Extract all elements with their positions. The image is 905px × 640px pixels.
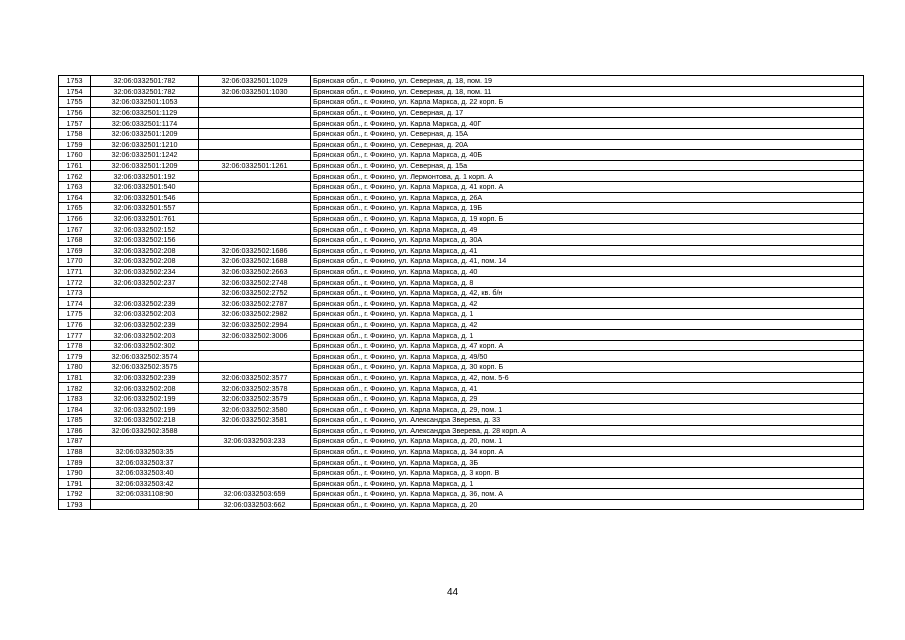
cadastral-number-cell: 32:06:0332502:203 (91, 309, 199, 320)
table-row (59, 415, 864, 426)
address-cell: Брянская обл., г. Фокино, ул. Карла Маркса, д. 3 корп. В (311, 467, 864, 478)
table-row (59, 478, 864, 489)
cadastral-number-cell: 32:06:0332502:237 (91, 277, 199, 288)
premises-cadastral-number-cell: 32:06:0332502:3581 (199, 415, 311, 426)
row-number-cell: 1762 (59, 171, 91, 182)
address-cell: Брянская обл., г. Фокино, ул. Александра Зверева, д. 33 (311, 415, 864, 426)
row-number-cell: 1761 (59, 160, 91, 171)
premises-cadastral-number-cell: 32:06:0332502:2752 (199, 287, 311, 298)
cadastral-number-cell: 32:06:0332501:540 (91, 181, 199, 192)
premises-cadastral-number-cell: 32:06:0332503:233 (199, 436, 311, 447)
row-number-cell: 1756 (59, 107, 91, 118)
row-number-cell: 1778 (59, 340, 91, 351)
row-number-cell: 1760 (59, 150, 91, 161)
address-cell: Брянская обл., г. Фокино, ул. Северная, д. 18, пом. 11 (311, 86, 864, 97)
premises-cadastral-number-cell (199, 224, 311, 235)
row-number-cell: 1764 (59, 192, 91, 203)
registry-table (58, 75, 864, 510)
row-number-cell: 1763 (59, 181, 91, 192)
table-row (59, 266, 864, 277)
cadastral-number-cell (91, 287, 199, 298)
address-cell: Брянская обл., г. Фокино, ул. Карла Маркса, д. 1 (311, 309, 864, 320)
cadastral-number-cell: 32:06:0331108:90 (91, 489, 199, 500)
cadastral-number-cell: 32:06:0332503:40 (91, 467, 199, 478)
address-cell: Брянская обл., г. Фокино, ул. Северная, д. 18, пом. 19 (311, 76, 864, 87)
cadastral-number-cell (91, 436, 199, 447)
address-cell: Брянская обл., г. Фокино, ул. Карла Маркса, д. 34 корп. А (311, 446, 864, 457)
premises-cadastral-number-cell: 32:06:0332502:3577 (199, 372, 311, 383)
premises-cadastral-number-cell: 32:06:0332502:2748 (199, 277, 311, 288)
table-row (59, 97, 864, 108)
premises-cadastral-number-cell (199, 213, 311, 224)
cadastral-number-cell: 32:06:0332502:199 (91, 404, 199, 415)
cadastral-number-cell: 32:06:0332501:1053 (91, 97, 199, 108)
cadastral-number-cell: 32:06:0332502:203 (91, 330, 199, 341)
row-number-cell: 1793 (59, 499, 91, 510)
row-number-cell: 1753 (59, 76, 91, 87)
address-cell: Брянская обл., г. Фокино, ул. Карла Маркса, д. 22 корп. Б (311, 97, 864, 108)
table-row (59, 362, 864, 373)
table-row (59, 499, 864, 510)
table-row (59, 181, 864, 192)
premises-cadastral-number-cell (199, 362, 311, 373)
row-number-cell: 1782 (59, 383, 91, 394)
premises-cadastral-number-cell (199, 203, 311, 214)
row-number-cell: 1790 (59, 467, 91, 478)
premises-cadastral-number-cell (199, 97, 311, 108)
cadastral-number-cell: 32:06:0332501:1210 (91, 139, 199, 150)
row-number-cell: 1765 (59, 203, 91, 214)
row-number-cell: 1786 (59, 425, 91, 436)
table-row (59, 160, 864, 171)
row-number-cell: 1781 (59, 372, 91, 383)
row-number-cell: 1772 (59, 277, 91, 288)
address-cell: Брянская обл., г. Фокино, ул. Северная, д. 17 (311, 107, 864, 118)
cadastral-number-cell: 32:06:0332502:302 (91, 340, 199, 351)
table-row (59, 457, 864, 468)
cadastral-number-cell: 32:06:0332502:234 (91, 266, 199, 277)
cadastral-number-cell: 32:06:0332502:199 (91, 393, 199, 404)
table-row (59, 118, 864, 129)
premises-cadastral-number-cell: 32:06:0332502:2994 (199, 319, 311, 330)
row-number-cell: 1758 (59, 128, 91, 139)
address-cell: Брянская обл., г. Фокино, ул. Северная, д. 15А (311, 128, 864, 139)
row-number-cell: 1777 (59, 330, 91, 341)
table-row (59, 330, 864, 341)
table-row (59, 256, 864, 267)
premises-cadastral-number-cell: 32:06:0332503:659 (199, 489, 311, 500)
table-row (59, 171, 864, 182)
address-cell: Брянская обл., г. Фокино, ул. Карла Маркса, д. 41 (311, 245, 864, 256)
cadastral-number-cell: 32:06:0332503:37 (91, 457, 199, 468)
premises-cadastral-number-cell (199, 234, 311, 245)
premises-cadastral-number-cell (199, 340, 311, 351)
address-cell: Брянская обл., г. Фокино, ул. Карла Маркса, д. 41 корп. А (311, 181, 864, 192)
premises-cadastral-number-cell (199, 139, 311, 150)
premises-cadastral-number-cell (199, 107, 311, 118)
table-row (59, 404, 864, 415)
address-cell: Брянская обл., г. Фокино, ул. Карла Маркса, д. 3Б (311, 457, 864, 468)
table-row (59, 277, 864, 288)
cadastral-number-cell: 32:06:0332501:546 (91, 192, 199, 203)
row-number-cell: 1787 (59, 436, 91, 447)
row-number-cell: 1767 (59, 224, 91, 235)
page-number: 44 (446, 587, 459, 598)
address-cell: Брянская обл., г. Фокино, ул. Карла Маркса, д. 26А (311, 192, 864, 203)
cadastral-number-cell: 32:06:0332503:35 (91, 446, 199, 457)
address-cell: Брянская обл., г. Фокино, ул. Карла Маркса, д. 1 (311, 330, 864, 341)
table-row (59, 319, 864, 330)
premises-cadastral-number-cell: 32:06:0332502:3578 (199, 383, 311, 394)
cadastral-number-cell: 32:06:0332501:1242 (91, 150, 199, 161)
premises-cadastral-number-cell: 32:06:0332503:662 (199, 499, 311, 510)
cadastral-number-cell: 32:06:0332501:192 (91, 171, 199, 182)
premises-cadastral-number-cell (199, 118, 311, 129)
premises-cadastral-number-cell: 32:06:0332502:2787 (199, 298, 311, 309)
cadastral-number-cell: 32:06:0332502:156 (91, 234, 199, 245)
address-cell: Брянская обл., г. Фокино, ул. Карла Маркса, д. 41 (311, 383, 864, 394)
row-number-cell: 1769 (59, 245, 91, 256)
premises-cadastral-number-cell: 32:06:0332502:1686 (199, 245, 311, 256)
row-number-cell: 1789 (59, 457, 91, 468)
row-number-cell: 1770 (59, 256, 91, 267)
row-number-cell: 1776 (59, 319, 91, 330)
address-cell: Брянская обл., г. Фокино, ул. Карла Маркса, д. 47 корп. А (311, 340, 864, 351)
address-cell: Брянская обл., г. Фокино, ул. Карла Маркса, д. 20 (311, 499, 864, 510)
registry-table-body (59, 76, 864, 510)
cadastral-number-cell: 32:06:0332501:557 (91, 203, 199, 214)
row-number-cell: 1775 (59, 309, 91, 320)
table-row (59, 425, 864, 436)
table-row (59, 340, 864, 351)
table-row (59, 393, 864, 404)
row-number-cell: 1779 (59, 351, 91, 362)
table-row (59, 150, 864, 161)
row-number-cell: 1792 (59, 489, 91, 500)
table-row (59, 234, 864, 245)
premises-cadastral-number-cell (199, 181, 311, 192)
table-row (59, 192, 864, 203)
premises-cadastral-number-cell: 32:06:0332501:1261 (199, 160, 311, 171)
table-row (59, 489, 864, 500)
address-cell: Брянская обл., г. Фокино, ул. Карла Маркса, д. 30А (311, 234, 864, 245)
premises-cadastral-number-cell: 32:06:0332502:2982 (199, 309, 311, 320)
cadastral-number-cell: 32:06:0332502:3575 (91, 362, 199, 373)
address-cell: Брянская обл., г. Фокино, ул. Лермонтова, д. 1 корп. А (311, 171, 864, 182)
row-number-cell: 1754 (59, 86, 91, 97)
address-cell: Брянская обл., г. Фокино, ул. Северная, д. 15а (311, 160, 864, 171)
premises-cadastral-number-cell: 32:06:0332501:1029 (199, 76, 311, 87)
premises-cadastral-number-cell (199, 150, 311, 161)
row-number-cell: 1757 (59, 118, 91, 129)
row-number-cell: 1774 (59, 298, 91, 309)
address-cell: Брянская обл., г. Фокино, ул. Карла Маркса, д. 20, пом. 1 (311, 436, 864, 447)
row-number-cell: 1766 (59, 213, 91, 224)
table-row (59, 224, 864, 235)
cadastral-number-cell: 32:06:0332502:3574 (91, 351, 199, 362)
table-row (59, 76, 864, 87)
row-number-cell: 1768 (59, 234, 91, 245)
premises-cadastral-number-cell (199, 446, 311, 457)
table-row (59, 213, 864, 224)
address-cell: Брянская обл., г. Фокино, ул. Карла Маркса, д. 1 (311, 478, 864, 489)
table-row (59, 309, 864, 320)
table-row (59, 139, 864, 150)
premises-cadastral-number-cell (199, 351, 311, 362)
address-cell: Брянская обл., г. Фокино, ул. Карла Маркса, д. 41, пом. 14 (311, 256, 864, 267)
address-cell: Брянская обл., г. Фокино, ул. Александра Зверева, д. 28 корп. А (311, 425, 864, 436)
cadastral-number-cell: 32:06:0332502:208 (91, 245, 199, 256)
table-row (59, 86, 864, 97)
address-cell: Брянская обл., г. Фокино, ул. Карла Маркса, д. 40Г (311, 118, 864, 129)
cadastral-number-cell: 32:06:0332501:782 (91, 76, 199, 87)
premises-cadastral-number-cell (199, 128, 311, 139)
address-cell: Брянская обл., г. Фокино, ул. Карла Маркса, д. 42, пом. 5-6 (311, 372, 864, 383)
premises-cadastral-number-cell (199, 425, 311, 436)
cadastral-number-cell: 32:06:0332503:42 (91, 478, 199, 489)
cadastral-number-cell: 32:06:0332502:152 (91, 224, 199, 235)
cadastral-number-cell: 32:06:0332501:761 (91, 213, 199, 224)
address-cell: Брянская обл., г. Фокино, ул. Карла Маркса, д. 42 (311, 298, 864, 309)
table-row (59, 298, 864, 309)
row-number-cell: 1783 (59, 393, 91, 404)
address-cell: Брянская обл., г. Фокино, ул. Карла Маркса, д. 49 (311, 224, 864, 235)
premises-cadastral-number-cell: 32:06:0332502:2663 (199, 266, 311, 277)
address-cell: Брянская обл., г. Фокино, ул. Карла Маркса, д. 30 корп. Б (311, 362, 864, 373)
cadastral-number-cell: 32:06:0332502:3588 (91, 425, 199, 436)
premises-cadastral-number-cell: 32:06:0332502:1688 (199, 256, 311, 267)
premises-cadastral-number-cell: 32:06:0332502:3006 (199, 330, 311, 341)
address-cell: Брянская обл., г. Фокино, ул. Карла Маркса, д. 36, пом. А (311, 489, 864, 500)
address-cell: Брянская обл., г. Фокино, ул. Карла Маркса, д. 19 корп. Б (311, 213, 864, 224)
address-cell: Брянская обл., г. Фокино, ул. Карла Маркса, д. 29, пом. 1 (311, 404, 864, 415)
premises-cadastral-number-cell (199, 467, 311, 478)
table-row (59, 467, 864, 478)
table-row (59, 383, 864, 394)
row-number-cell: 1755 (59, 97, 91, 108)
row-number-cell: 1791 (59, 478, 91, 489)
cadastral-number-cell: 32:06:0332502:208 (91, 256, 199, 267)
table-row (59, 203, 864, 214)
table-row (59, 107, 864, 118)
cadastral-number-cell: 32:06:0332501:1129 (91, 107, 199, 118)
cadastral-number-cell: 32:06:0332502:208 (91, 383, 199, 394)
address-cell: Брянская обл., г. Фокино, ул. Карла Маркса, д. 19Б (311, 203, 864, 214)
address-cell: Брянская обл., г. Фокино, ул. Карла Маркса, д. 29 (311, 393, 864, 404)
row-number-cell: 1785 (59, 415, 91, 426)
row-number-cell: 1780 (59, 362, 91, 373)
table-row (59, 436, 864, 447)
premises-cadastral-number-cell (199, 192, 311, 203)
cadastral-number-cell: 32:06:0332501:1209 (91, 160, 199, 171)
row-number-cell: 1773 (59, 287, 91, 298)
table-row (59, 372, 864, 383)
cadastral-number-cell: 32:06:0332502:218 (91, 415, 199, 426)
premises-cadastral-number-cell (199, 171, 311, 182)
address-cell: Брянская обл., г. Фокино, ул. Карла Маркса, д. 8 (311, 277, 864, 288)
table-row (59, 245, 864, 256)
address-cell: Брянская обл., г. Фокино, ул. Карла Маркса, д. 42, кв. б/н (311, 287, 864, 298)
table-row (59, 351, 864, 362)
cadastral-number-cell: 32:06:0332501:1174 (91, 118, 199, 129)
address-cell: Брянская обл., г. Фокино, ул. Карла Маркса, д. 49/50 (311, 351, 864, 362)
row-number-cell: 1771 (59, 266, 91, 277)
table-row (59, 287, 864, 298)
table-row (59, 128, 864, 139)
address-cell: Брянская обл., г. Фокино, ул. Северная, д. 20А (311, 139, 864, 150)
row-number-cell: 1784 (59, 404, 91, 415)
cadastral-number-cell: 32:06:0332501:1209 (91, 128, 199, 139)
table-row (59, 446, 864, 457)
cadastral-number-cell: 32:06:0332502:239 (91, 319, 199, 330)
address-cell: Брянская обл., г. Фокино, ул. Карла Маркса, д. 40 (311, 266, 864, 277)
premises-cadastral-number-cell: 32:06:0332502:3579 (199, 393, 311, 404)
premises-cadastral-number-cell (199, 478, 311, 489)
cadastral-number-cell: 32:06:0332501:782 (91, 86, 199, 97)
cadastral-number-cell: 32:06:0332502:239 (91, 298, 199, 309)
cadastral-number-cell: 32:06:0332502:239 (91, 372, 199, 383)
row-number-cell: 1788 (59, 446, 91, 457)
premises-cadastral-number-cell: 32:06:0332501:1030 (199, 86, 311, 97)
premises-cadastral-number-cell (199, 457, 311, 468)
row-number-cell: 1759 (59, 139, 91, 150)
address-cell: Брянская обл., г. Фокино, ул. Карла Маркса, д. 42 (311, 319, 864, 330)
cadastral-number-cell (91, 499, 199, 510)
premises-cadastral-number-cell: 32:06:0332502:3580 (199, 404, 311, 415)
address-cell: Брянская обл., г. Фокино, ул. Карла Маркса, д. 40Б (311, 150, 864, 161)
